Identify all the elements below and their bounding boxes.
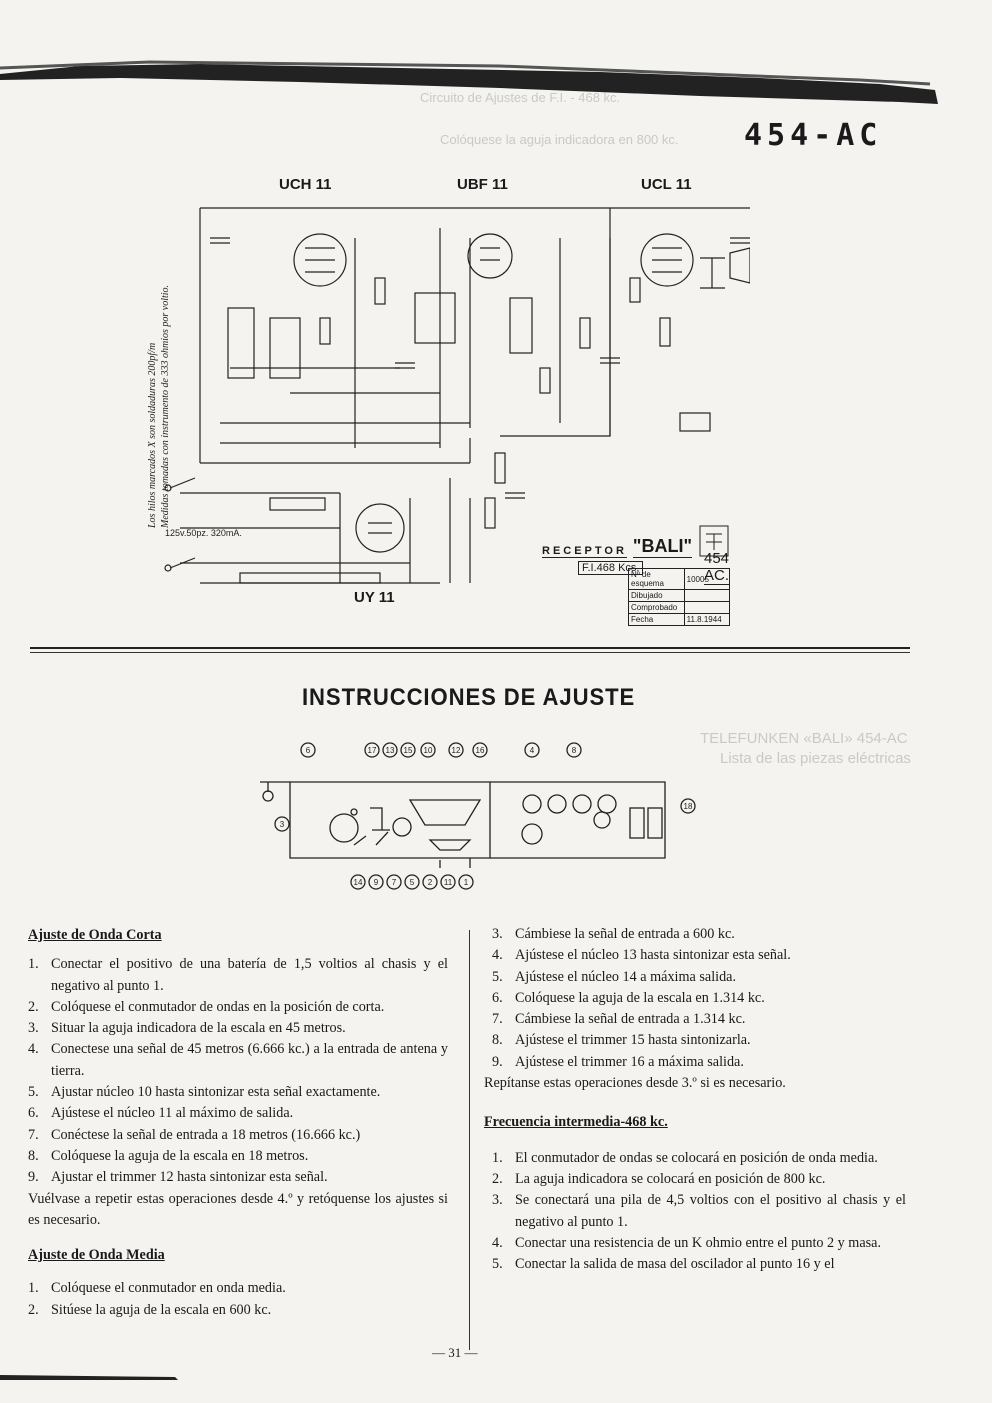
list-item: 2. Sitúese la aguja de la escala en 600 kc. — [28, 1301, 272, 1318]
chassis-adjustment-diagram — [250, 740, 710, 895]
callout-2 — [423, 875, 437, 889]
heading-frecuencia-intermedia: Frecuencia intermedia-468 kc. — [484, 1114, 668, 1131]
list-item: 2. La aguja indicadora se colocará en posición de 800 kc. — [492, 1170, 826, 1187]
callout-11 — [441, 875, 455, 889]
callout-7 — [387, 875, 401, 889]
svg-text:6: 6 — [305, 746, 311, 755]
section-divider — [30, 647, 910, 649]
receptor-name: "BALI" — [632, 536, 692, 556]
callout-12 — [449, 743, 463, 757]
callout-4 — [525, 743, 539, 757]
callout-14 — [351, 875, 365, 889]
list-item: 3. Cámbiese la señal de entrada a 600 kc. — [492, 926, 735, 942]
model-box: 454 AC. — [704, 550, 730, 584]
heading-onda-corta: Ajuste de Onda Corta — [28, 927, 162, 943]
svg-text:3: 3 — [279, 820, 285, 829]
svg-text:4: 4 — [529, 746, 535, 755]
svg-text:14: 14 — [353, 878, 363, 887]
tube-label-uy11: UY 11 — [354, 589, 395, 606]
callout-5 — [405, 875, 419, 889]
callout-8 — [567, 743, 581, 757]
drawing-info-table — [628, 568, 730, 626]
right-column — [484, 924, 906, 1275]
list-item: 4. Conectar una resistencia de un K ohmio entre el punto 2 y masa. — [492, 1234, 882, 1251]
list-item: 6. Ajústese el núcleo 11 al máximo de salida. — [28, 1105, 294, 1122]
callout-13 — [383, 743, 397, 757]
list-item: 1. Conectar el positivo de una batería de 1,5 voltios al chasis y el negativo al punto 1. — [28, 956, 448, 994]
tube-label-ucl11: UCL 11 — [641, 176, 692, 193]
list-item: 4. Conectese una señal de 45 metros (6.666 kc.) a la entrada de antena y tierra. — [28, 1041, 448, 1079]
column-divider — [469, 930, 470, 1350]
list-item: 9. Ajustar el trimmer 12 hasta sintonizar esta señal. — [28, 1169, 328, 1186]
right-column-closing: Repítanse estas operaciones desde 3.º si es necesario. — [484, 1075, 786, 1092]
list-item: 5. Ajústese el núcleo 14 a máxima salida. — [492, 968, 737, 985]
svg-text:7: 7 — [391, 878, 397, 887]
svg-text:16: 16 — [475, 746, 485, 755]
svg-text:17: 17 — [367, 746, 377, 755]
list-item: 5. Ajustar núcleo 10 hasta sintonizar esta señal exactamente. — [28, 1084, 381, 1101]
callout-10 — [421, 743, 435, 757]
list-item: 1. Colóquese el conmutador en onda media. — [28, 1280, 286, 1297]
svg-text:5: 5 — [409, 878, 415, 887]
list-item: 7. Cámbiese la señal de entrada a 1.314 kc. — [492, 1011, 746, 1028]
svg-text:15: 15 — [403, 746, 413, 755]
list-item: 7. Conéctese la señal de entrada a 18 metros (16.666 kc.) — [28, 1126, 361, 1143]
svg-text:8: 8 — [571, 746, 577, 755]
mains-label: 125v.50pz. 320mA. — [165, 528, 242, 538]
callout-9 — [369, 875, 383, 889]
svg-text:1: 1 — [463, 878, 469, 887]
list-item: 6. Colóquese la aguja de la escala en 1.314 kc. — [492, 989, 765, 1006]
callout-6 — [301, 743, 315, 757]
page-number: — 31 — — [432, 1345, 478, 1360]
left-column — [28, 925, 448, 1321]
table-row: Comprobado — [629, 602, 730, 614]
list-item: 2. Colóquese el conmutador de ondas en la posición de corta. — [28, 998, 385, 1015]
callout-1 — [459, 875, 473, 889]
list-item: 9. Ajústese el trimmer 16 a máxima salida. — [492, 1053, 744, 1070]
list-item: 3. Situar la aguja indicadora de la escala en 45 metros. — [28, 1020, 346, 1037]
onda-corta-closing: Vuélvase a repetir estas operaciones desde 4.º y retóquense los ajustes si es necesario. — [28, 1190, 448, 1228]
table-row: Fecha 11.8.1944 — [629, 614, 730, 626]
list-item: 8. Ajústese el trimmer 15 hasta sintonizarla. — [492, 1032, 751, 1049]
section-divider-thin — [30, 652, 910, 653]
fi-label: F.I.468 Kcs. — [578, 561, 643, 575]
table-row: Dibujado — [629, 590, 730, 602]
svg-text:10: 10 — [423, 746, 433, 755]
list-item: 3. Se conectará una pila de 4,5 voltios con el positivo al chasis y el negativo al punto 1. — [492, 1192, 906, 1230]
tube-label-uch11: UCH 11 — [279, 176, 332, 193]
receptor-stamp — [542, 524, 730, 624]
list-item: 8. Colóquese la aguja de la escala en 18 metros. — [28, 1147, 309, 1164]
schematic-side-note-2: Medidas tomadas con instrumento de 333 ohmios por voltio. — [160, 284, 171, 528]
callout-15 — [401, 743, 415, 757]
svg-text:12: 12 — [451, 746, 461, 755]
callout-3 — [275, 817, 289, 831]
tube-label-ubf11: UBF 11 — [457, 176, 508, 193]
scan-bottom-edge — [0, 1372, 180, 1382]
heading-onda-media: Ajuste de Onda Media — [28, 1247, 165, 1264]
receptor-label: RECEPTOR — [542, 545, 627, 557]
table-row: Nº de esquema 10005 — [629, 569, 730, 590]
schematic-side-note-1: Los hilos marcados X son soldaduras 200pf/m — [147, 342, 158, 528]
callout-18 — [681, 799, 695, 813]
svg-text:18: 18 — [683, 802, 693, 811]
list-item: 5. Conectar la salida de masa del oscilador al punto 16 y el — [492, 1256, 835, 1273]
svg-text:13: 13 — [385, 746, 395, 755]
list-item: 1. El conmutador de ondas se colocará en posición de onda media. — [492, 1149, 878, 1166]
svg-text:2: 2 — [427, 878, 433, 887]
callout-16 — [473, 743, 487, 757]
svg-text:9: 9 — [373, 878, 379, 887]
list-item: 4. Ajústese el núcleo 13 hasta sintonizar esta señal. — [492, 947, 791, 964]
model-number: 454-AC — [744, 118, 883, 153]
svg-text:11: 11 — [443, 878, 453, 887]
page-title: INSTRUCCIONES DE AJUSTE — [302, 684, 636, 711]
callout-17 — [365, 743, 379, 757]
